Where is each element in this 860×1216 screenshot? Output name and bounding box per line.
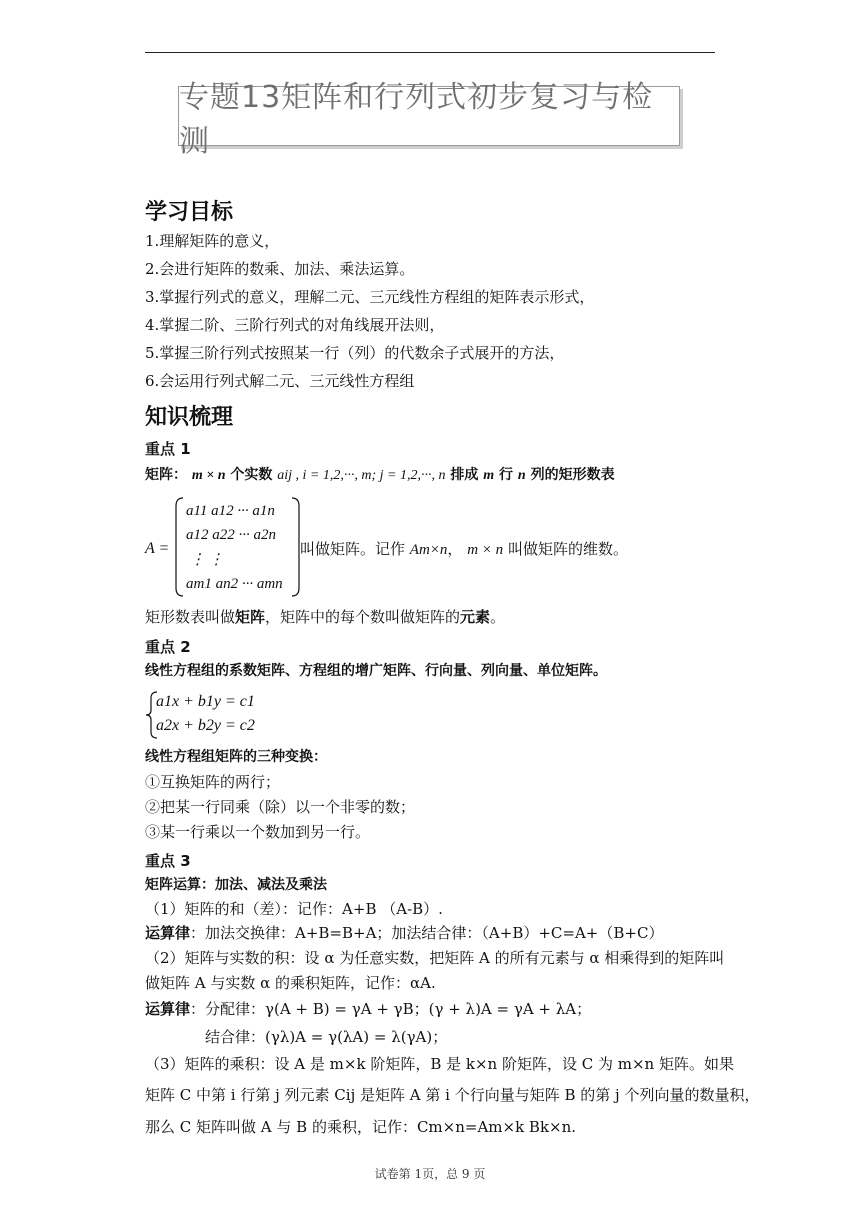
objective-item: 4.掌握二阶、三阶行列式的对角线展开法则， (145, 316, 445, 334)
matrix-row: a12 a22 ··· a2n (186, 527, 276, 543)
point2-description: 线性方程组的系数矩阵、方程组的增广矩阵、行向量、列向量、单位矩阵。 (145, 663, 607, 679)
law1-line: 运算律：加法交换律：A+B=B+A；加法结合律：（A+B）+C=A+（B+C） (145, 924, 664, 942)
objective-item: 2.会进行矩阵的数乘、加法、乘法运算。 (145, 260, 415, 278)
page-title: 专题13矩阵和行列式初步复习与检测 (178, 86, 680, 146)
objective-item: 5.掌握三阶行列式按照某一行（列）的代数余子式展开的方法， (145, 344, 565, 362)
objective-item: 1.理解矩阵的意义， (145, 232, 280, 250)
product-line: 那么 C 矩阵叫做 A 与 B 的乘积，记作：Cm×n=Am×k Bk×n. (145, 1118, 577, 1136)
transform-heading: 线性方程组矩阵的三种变换： (145, 749, 327, 765)
transform-item: ②把某一行同乘（除）以一个非零的数； (145, 798, 416, 816)
matrix-element-note: 矩形数表叫做矩阵，矩阵中的每个数叫做矩阵的元素。 (145, 608, 506, 626)
product-line: 矩阵 C 中第 i 行第 j 列元素 Cij 是矩阵 A 第 i 个行向量与矩阵 B 的第 j 个列向量的数量积， (145, 1086, 760, 1104)
matrix-row: a11 a12 ··· a1n (186, 503, 275, 519)
matrix-a-label: A = (145, 540, 170, 557)
sum-line: （1）矩阵的和（差）：记作：A+B （A-B）. (145, 900, 443, 918)
ops-heading: 矩阵运算：加法、减法及乘法 (145, 877, 327, 893)
objective-item: 3.掌握行列式的意义，理解二元、三元线性方程组的矩阵表示形式， (145, 288, 595, 306)
point1-label: 重点 1 (145, 440, 191, 458)
law3-line: 结合律：(γλ)A = γ(λA) = λ(γA)； (205, 1028, 448, 1046)
scalar-line: （2）矩阵与实数的积：设 α 为任意实数，把矩阵 A 的所有元素与 α 相乘得到的矩阵叫 (145, 949, 725, 967)
law2-line: 运算律：分配律：γ(A + B) = γA + γB；(γ + λ)A = γA + λA； (145, 1000, 592, 1018)
transform-item: ①互换矩阵的两行； (145, 773, 281, 791)
point2-label: 重点 2 (145, 638, 191, 656)
matrix-definition: 矩阵： m × n 个实数 aij , i = 1,2,···, m; j = 1,2,···, n 排成 m 行 n 列的矩形数表 (145, 467, 615, 483)
header-rule (145, 52, 715, 53)
point3-label: 重点 3 (145, 852, 191, 870)
objectives-heading: 学习目标 (145, 200, 234, 225)
matrix-note: 叫做矩阵。记作 Am×n， m × n 叫做矩阵的维数。 (300, 540, 628, 558)
page-footer: 试卷第 1页，总 9 页 (374, 1167, 486, 1181)
scalar-line: 做矩阵 A 与实数 α 的乘积矩阵，记作：αA. (145, 974, 436, 992)
matrix-row: am1 an2 ··· amn (186, 576, 283, 592)
knowledge-heading: 知识梳理 (145, 405, 234, 430)
matrix-row: ⋮ ⋮ (190, 552, 224, 568)
equation-1: a1x + b1y = c1 (156, 693, 255, 710)
transform-item: ③某一行乘以一个数加到另一行。 (145, 823, 371, 841)
objective-item: 6.会运用行列式解二元、三元线性方程组 (145, 372, 415, 390)
equation-2: a2x + b2y = c2 (156, 717, 255, 734)
product-line: （3）矩阵的乘积：设 A 是 m×k 阶矩阵，B 是 k×n 阶矩阵，设 C 为 m×n 矩阵。如果 (145, 1055, 734, 1073)
